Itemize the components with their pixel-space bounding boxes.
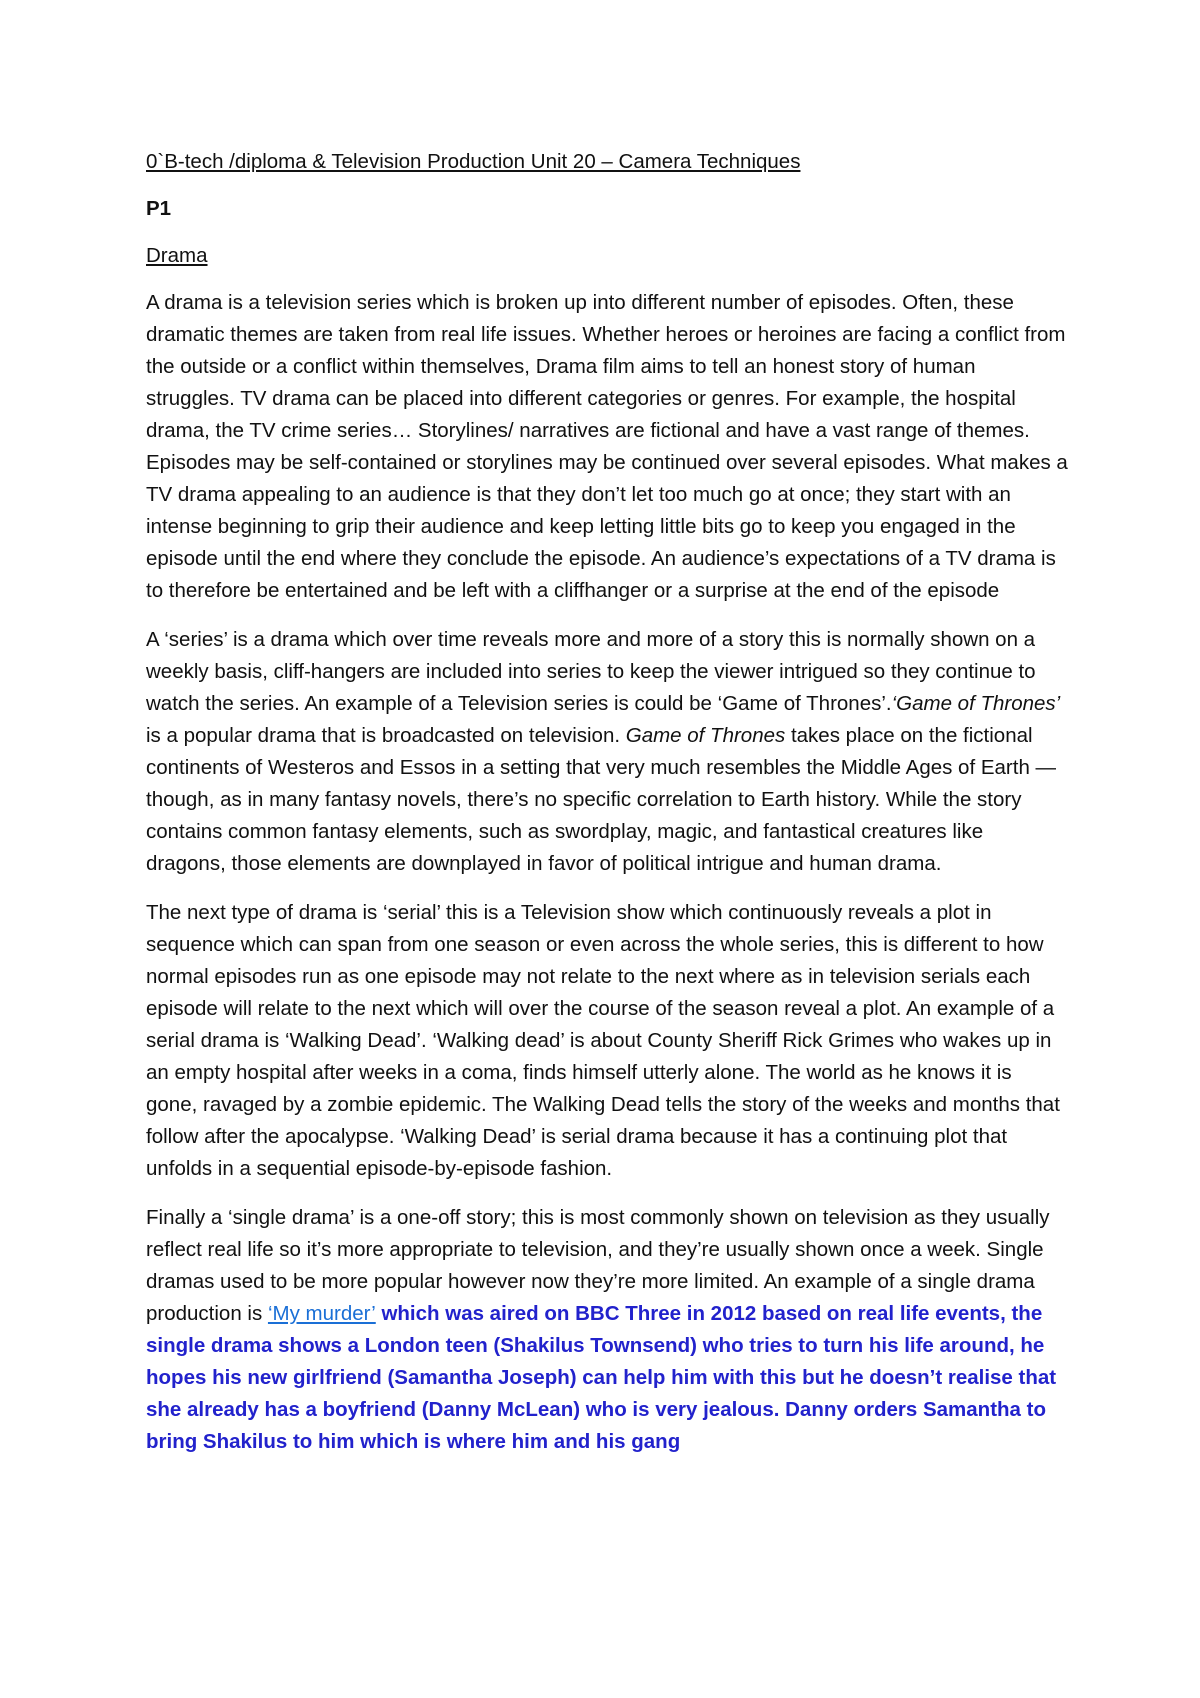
- paragraph-drama-intro: A drama is a television series which is broken up into different number of episodes. Often, these dramatic themes are taken from real life issues. Whether heroes or heroines are facing a conflict from the outside or a conflict within themselves, Drama film aims to tell an honest story of human struggles. TV drama can be placed into different categories or genres. For example, the hospital drama, the TV crime series… Storylines/ narratives are fictional and have a vast range of themes. Episodes may be self-contained or storylines may be continued over several episodes. What makes a TV drama appealing to an audience is that they don’t let too much go at once; they start with an intense beginning to grip their audience and keep letting little bits go to keep you engaged in the episode until the end where they conclude the episode. An audience’s expectations of a TV drama is to therefore be entertained and be left with a cliffhanger or a surprise at the end of the episode: [146, 291, 1068, 602]
- my-murder-link[interactable]: ‘My murder’: [267, 1302, 376, 1325]
- document-page: [146, 146, 1068, 1475]
- series-text: A ‘series’ is a drama which over time reveals more and more of a story this is normally shown on a weekly basis, cliff-hangers are included into series to keep the viewer intrigued so they continue to watch the series. An example of a Television series is could be ‘Game of Thrones’.: [146, 628, 1036, 715]
- section-number: P1: [146, 197, 172, 220]
- series-title-italic: ‘Game of Thrones’: [891, 692, 1061, 715]
- single-drama-blue-text: which was aired on BBC Three in 2012 based on real life events, the single drama shows a London teen (Shakilus Townsend) who tries to turn his life around, he hopes his new girlfriend (Samantha Joseph) can help him with this but he doesn’t realise that she already has a boyfriend (Danny McLean) who is very jealous. Danny orders Samantha to bring Shakilus to him which is where him and his gang: [146, 1302, 1057, 1453]
- paragraph-series: [146, 624, 1068, 880]
- series-text-3: takes place on the fictional continents of Westeros and Essos in a setting that very much resembles the Middle Ages of Earth — though, as in many fantasy novels, there’s no specific correlation to Earth history. While the story contains common fantasy elements, such as swordplay, magic, and fantastical creatures like dragons, those elements are downplayed in favor of political intrigue and human drama.: [146, 724, 1057, 875]
- series-text-2: is a popular drama that is broadcasted on television.: [146, 724, 626, 747]
- section-heading: Drama: [146, 244, 208, 267]
- paragraph-serial: The next type of drama is ‘serial’ this is a Television show which continuously reveals a plot in sequence which can span from one season or even across the whole series, this is different to how normal episodes run as one episode may not relate to the next where as in television serials each episode will relate to the next which will over the course of the season reveal a plot. An example of a serial drama is ‘Walking Dead’. ‘Walking dead’ is about County Sheriff Rick Grimes who wakes up in an empty hospital after weeks in a coma, finds himself utterly alone. The world as he knows it is gone, ravaged by a zombie epidemic. The Walking Dead tells the story of the weeks and months that follow after the apocalypse. ‘Walking Dead’ is serial drama because it has a continuing plot that unfolds in a sequential episode-by-episode fashion.: [146, 901, 1060, 1180]
- series-title-italic-2: Game of Thrones: [625, 724, 786, 747]
- paragraph-single-drama: [146, 1202, 1068, 1458]
- single-drama-text: Finally a ‘single drama’ is a one-off story; this is most commonly shown on television as they usually reflect real life so it’s more appropriate to television, and they’re usually shown once a week. Single dramas used to be more popular however now they’re more limited. An example of a single drama production is: [146, 1206, 1050, 1325]
- document-title: 0`B-tech /diploma & Television Production Unit 20 – Camera Techniques: [146, 150, 801, 173]
